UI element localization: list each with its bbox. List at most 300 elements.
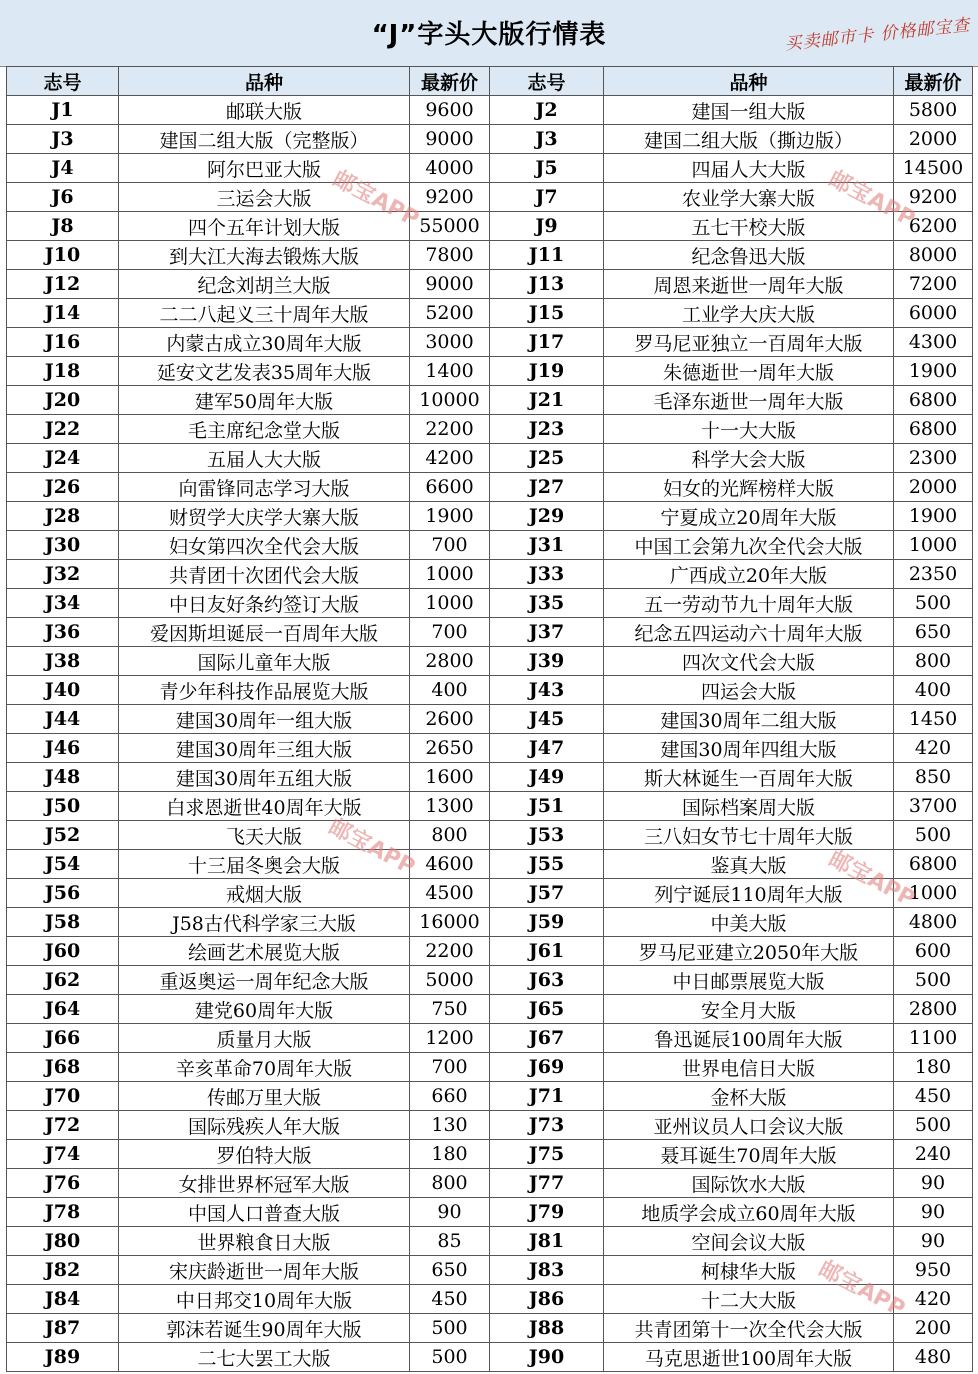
cell-name-right: 农业学大寨大版 [604, 183, 894, 212]
cell-name-left: 二二八起义三十周年大版 [119, 299, 410, 328]
cell-price-right: 3700 [894, 792, 973, 821]
table-row [7, 647, 973, 676]
table-row [7, 1285, 973, 1314]
cell-code-right: J69 [490, 1053, 604, 1082]
cell-name-right: 马克思逝世100周年大版 [604, 1343, 894, 1372]
cell-code-left: J56 [7, 879, 119, 908]
cell-name-right: 亚州议员人口会议大版 [604, 1111, 894, 1140]
cell-name-right: 妇女的光辉榜样大版 [604, 473, 894, 502]
cell-name-left: 国际儿童年大版 [119, 647, 410, 676]
table-row [7, 705, 973, 734]
cell-price-right: 9200 [894, 183, 973, 212]
table-row [7, 386, 973, 415]
cell-name-right: 中日邮票展览大版 [604, 966, 894, 995]
cell-price-left: 800 [410, 1169, 490, 1198]
cell-code-right: J2 [490, 96, 604, 125]
cell-code-left: J80 [7, 1227, 119, 1256]
cell-code-left: J34 [7, 589, 119, 618]
cell-code-right: J11 [490, 241, 604, 270]
cell-name-right: 聂耳诞生70周年大版 [604, 1140, 894, 1169]
cell-code-right: J83 [490, 1256, 604, 1285]
cell-price-right: 650 [894, 618, 973, 647]
table-row [7, 1169, 973, 1198]
watermark-1: 邮宝APP [328, 166, 423, 233]
cell-code-left: J3 [7, 125, 119, 154]
table-row [7, 299, 973, 328]
table-row [7, 763, 973, 792]
cell-code-right: J61 [490, 937, 604, 966]
cell-code-right: J21 [490, 386, 604, 415]
cell-price-left: 5200 [410, 299, 490, 328]
cell-price-left: 85 [410, 1227, 490, 1256]
cell-name-left: 毛主席纪念堂大版 [119, 415, 410, 444]
cell-price-left: 9600 [410, 96, 490, 125]
cell-price-left: 55000 [410, 212, 490, 241]
cell-name-right: 斯大林诞生一百周年大版 [604, 763, 894, 792]
cell-code-right: J15 [490, 299, 604, 328]
cell-name-right: 建国一组大版 [604, 96, 894, 125]
cell-price-left: 700 [410, 1053, 490, 1082]
cell-price-left: 9000 [410, 270, 490, 299]
cell-name-right: 鲁迅诞辰100周年大版 [604, 1024, 894, 1053]
cell-price-left: 1400 [410, 357, 490, 386]
cell-code-left: J46 [7, 734, 119, 763]
header-code-left: 志号 [7, 67, 119, 96]
table-row [7, 995, 973, 1024]
cell-price-right: 240 [894, 1140, 973, 1169]
cell-code-right: J27 [490, 473, 604, 502]
cell-name-right: 金杯大版 [604, 1082, 894, 1111]
cell-code-left: J89 [7, 1343, 119, 1372]
cell-code-right: J19 [490, 357, 604, 386]
table-row [7, 1111, 973, 1140]
cell-code-left: J84 [7, 1285, 119, 1314]
cell-name-left: 财贸学大庆学大寨大版 [119, 502, 410, 531]
cell-name-left: 宋庆龄逝世一周年大版 [119, 1256, 410, 1285]
cell-price-left: 10000 [410, 386, 490, 415]
cell-code-right: J71 [490, 1082, 604, 1111]
cell-name-left: 三运会大版 [119, 183, 410, 212]
table-row [7, 1053, 973, 1082]
cell-name-right: 十一大大版 [604, 415, 894, 444]
cell-name-right: 列宁诞辰110周年大版 [604, 879, 894, 908]
table-row [7, 908, 973, 937]
table-row [7, 1140, 973, 1169]
cell-name-right: 十二大大版 [604, 1285, 894, 1314]
cell-code-left: J20 [7, 386, 119, 415]
table-row [7, 1343, 973, 1372]
table-row [7, 241, 973, 270]
cell-code-left: J66 [7, 1024, 119, 1053]
cell-price-right: 500 [894, 821, 973, 850]
cell-code-right: J31 [490, 531, 604, 560]
cell-name-left: 传邮万里大版 [119, 1082, 410, 1111]
cell-code-left: J4 [7, 154, 119, 183]
cell-price-left: 4200 [410, 444, 490, 473]
cell-price-left: 400 [410, 676, 490, 705]
cell-name-left: 建国二组大版（完整版） [119, 125, 410, 154]
cell-code-left: J14 [7, 299, 119, 328]
cell-name-right: 四届人大大版 [604, 154, 894, 183]
cell-price-left: 3000 [410, 328, 490, 357]
cell-name-right: 中美大版 [604, 908, 894, 937]
cell-price-right: 7200 [894, 270, 973, 299]
cell-name-left: 纪念刘胡兰大版 [119, 270, 410, 299]
cell-code-left: J70 [7, 1082, 119, 1111]
cell-code-left: J12 [7, 270, 119, 299]
cell-name-left: 绘画艺术展览大版 [119, 937, 410, 966]
cell-name-right: 科学大会大版 [604, 444, 894, 473]
cell-price-right: 1000 [894, 879, 973, 908]
cell-code-right: J7 [490, 183, 604, 212]
cell-price-left: 7800 [410, 241, 490, 270]
cell-code-left: J26 [7, 473, 119, 502]
cell-code-right: J67 [490, 1024, 604, 1053]
cell-code-right: J29 [490, 502, 604, 531]
cell-price-right: 800 [894, 647, 973, 676]
table-row [7, 618, 973, 647]
cell-price-left: 1000 [410, 560, 490, 589]
cell-price-left: 500 [410, 1343, 490, 1372]
page-title: “J”字头大版行情表 [371, 20, 607, 50]
cell-price-left: 1900 [410, 502, 490, 531]
cell-code-left: J72 [7, 1111, 119, 1140]
table-row [7, 1082, 973, 1111]
cell-code-left: J64 [7, 995, 119, 1024]
cell-name-right: 国际档案周大版 [604, 792, 894, 821]
table-row [7, 1227, 973, 1256]
cell-name-left: 飞天大版 [119, 821, 410, 850]
cell-price-left: 4500 [410, 879, 490, 908]
cell-name-left: 延安文艺发表35周年大版 [119, 357, 410, 386]
cell-price-right: 1900 [894, 357, 973, 386]
cell-name-right: 建国二组大版（撕边版） [604, 125, 894, 154]
table-row [7, 1256, 973, 1285]
cell-code-right: J63 [490, 966, 604, 995]
cell-price-right: 480 [894, 1343, 973, 1372]
cell-name-right: 世界电信日大版 [604, 1053, 894, 1082]
cell-name-left: 十三届冬奥会大版 [119, 850, 410, 879]
cell-name-left: 建国30周年五组大版 [119, 763, 410, 792]
cell-price-right: 5800 [894, 96, 973, 125]
cell-code-right: J88 [490, 1314, 604, 1343]
cell-code-right: J86 [490, 1285, 604, 1314]
cell-code-left: J32 [7, 560, 119, 589]
cell-code-left: J38 [7, 647, 119, 676]
cell-price-right: 850 [894, 763, 973, 792]
header-price-right: 最新价 [894, 67, 973, 96]
table-row [7, 879, 973, 908]
table-body [7, 96, 973, 1372]
cell-price-left: 2650 [410, 734, 490, 763]
cell-code-right: J73 [490, 1111, 604, 1140]
cell-code-right: J47 [490, 734, 604, 763]
cell-name-left: 罗伯特大版 [119, 1140, 410, 1169]
cell-code-right: J39 [490, 647, 604, 676]
cell-code-left: J87 [7, 1314, 119, 1343]
cell-name-right: 建国30周年四组大版 [604, 734, 894, 763]
cell-name-left: 内蒙古成立30周年大版 [119, 328, 410, 357]
cell-code-left: J50 [7, 792, 119, 821]
cell-code-left: J1 [7, 96, 119, 125]
cell-name-left: 重返奥运一周年纪念大版 [119, 966, 410, 995]
cell-code-right: J49 [490, 763, 604, 792]
cell-price-left: 5000 [410, 966, 490, 995]
cell-code-right: J57 [490, 879, 604, 908]
cell-price-right: 950 [894, 1256, 973, 1285]
table-row [7, 415, 973, 444]
cell-price-right: 6200 [894, 212, 973, 241]
cell-price-left: 700 [410, 531, 490, 560]
cell-price-right: 450 [894, 1082, 973, 1111]
cell-code-right: J77 [490, 1169, 604, 1198]
cell-price-left: 1300 [410, 792, 490, 821]
cell-name-left: 五届人大大版 [119, 444, 410, 473]
cell-code-left: J76 [7, 1169, 119, 1198]
cell-price-right: 1450 [894, 705, 973, 734]
price-table [6, 66, 973, 1372]
cell-name-right: 朱德逝世一周年大版 [604, 357, 894, 386]
cell-price-right: 90 [894, 1198, 973, 1227]
cell-name-left: 郭沫若诞生90周年大版 [119, 1314, 410, 1343]
table-row [7, 154, 973, 183]
cell-price-left: 450 [410, 1285, 490, 1314]
table-row [7, 850, 973, 879]
table-row [7, 589, 973, 618]
cell-code-right: J81 [490, 1227, 604, 1256]
cell-name-left: 爱因斯坦诞辰一百周年大版 [119, 618, 410, 647]
cell-price-right: 4300 [894, 328, 973, 357]
table-row [7, 560, 973, 589]
cell-name-right: 纪念鲁迅大版 [604, 241, 894, 270]
cell-code-left: J44 [7, 705, 119, 734]
cell-price-left: 660 [410, 1082, 490, 1111]
cell-code-left: J30 [7, 531, 119, 560]
cell-code-left: J36 [7, 618, 119, 647]
cell-price-left: 750 [410, 995, 490, 1024]
header-price-left: 最新价 [410, 67, 490, 96]
header-name-left: 品种 [119, 67, 410, 96]
cell-price-left: 1600 [410, 763, 490, 792]
cell-price-right: 1100 [894, 1024, 973, 1053]
cell-name-left: J58古代科学家三大版 [119, 908, 410, 937]
cell-name-right: 四运会大版 [604, 676, 894, 705]
cell-name-right: 空间会议大版 [604, 1227, 894, 1256]
cell-name-left: 中国人口普查大版 [119, 1198, 410, 1227]
table-row [7, 328, 973, 357]
header-name-right: 品种 [604, 67, 894, 96]
cell-name-right: 柯棣华大版 [604, 1256, 894, 1285]
cell-price-left: 9000 [410, 125, 490, 154]
table-row [7, 734, 973, 763]
cell-price-right: 14500 [894, 154, 973, 183]
cell-code-left: J60 [7, 937, 119, 966]
cell-code-left: J6 [7, 183, 119, 212]
cell-code-left: J82 [7, 1256, 119, 1285]
cell-code-right: J25 [490, 444, 604, 473]
cell-price-left: 1000 [410, 589, 490, 618]
cell-price-right: 400 [894, 676, 973, 705]
cell-code-right: J45 [490, 705, 604, 734]
cell-price-left: 4000 [410, 154, 490, 183]
cell-name-left: 二七大罢工大版 [119, 1343, 410, 1372]
watermark-4: 邮宝APP [824, 846, 919, 913]
cell-name-right: 五七干校大版 [604, 212, 894, 241]
cell-price-right: 90 [894, 1169, 973, 1198]
cell-price-left: 800 [410, 821, 490, 850]
table-header-row [7, 67, 973, 96]
table-row [7, 125, 973, 154]
cell-name-right: 三八妇女节七十周年大版 [604, 821, 894, 850]
cell-price-left: 4600 [410, 850, 490, 879]
cell-code-right: J33 [490, 560, 604, 589]
table-row [7, 444, 973, 473]
cell-name-left: 建军50周年大版 [119, 386, 410, 415]
cell-price-right: 2350 [894, 560, 973, 589]
cell-code-right: J5 [490, 154, 604, 183]
cell-code-left: J74 [7, 1140, 119, 1169]
cell-price-right: 180 [894, 1053, 973, 1082]
cell-code-right: J79 [490, 1198, 604, 1227]
cell-price-right: 6800 [894, 415, 973, 444]
header-code-right: 志号 [490, 67, 604, 96]
cell-price-left: 500 [410, 1314, 490, 1343]
cell-code-left: J58 [7, 908, 119, 937]
cell-name-left: 四个五年计划大版 [119, 212, 410, 241]
cell-name-right: 周恩来逝世一周年大版 [604, 270, 894, 299]
cell-price-right: 500 [894, 966, 973, 995]
cell-price-left: 6600 [410, 473, 490, 502]
cell-code-left: J10 [7, 241, 119, 270]
cell-code-left: J8 [7, 212, 119, 241]
table-row [7, 531, 973, 560]
cell-price-left: 2800 [410, 647, 490, 676]
cell-name-right: 四次文代会大版 [604, 647, 894, 676]
table-row [7, 966, 973, 995]
cell-code-left: J40 [7, 676, 119, 705]
cell-name-left: 白求恩逝世40周年大版 [119, 792, 410, 821]
cell-name-right: 毛泽东逝世一周年大版 [604, 386, 894, 415]
cell-name-right: 地质学会成立60周年大版 [604, 1198, 894, 1227]
cell-name-left: 辛亥革命70周年大版 [119, 1053, 410, 1082]
cell-code-right: J90 [490, 1343, 604, 1372]
title-bar [0, 0, 978, 67]
cell-price-left: 90 [410, 1198, 490, 1227]
cell-price-right: 2300 [894, 444, 973, 473]
table-row [7, 473, 973, 502]
cell-code-right: J13 [490, 270, 604, 299]
cell-price-left: 2200 [410, 415, 490, 444]
cell-name-right: 建国30周年二组大版 [604, 705, 894, 734]
cell-name-left: 中日邦交10周年大版 [119, 1285, 410, 1314]
cell-price-left: 130 [410, 1111, 490, 1140]
cell-name-left: 质量月大版 [119, 1024, 410, 1053]
cell-name-left: 中日友好条约签订大版 [119, 589, 410, 618]
table-row [7, 937, 973, 966]
table-row [7, 96, 973, 125]
cell-price-right: 200 [894, 1314, 973, 1343]
cell-price-left: 180 [410, 1140, 490, 1169]
cell-name-left: 妇女第四次全代会大版 [119, 531, 410, 560]
cell-price-right: 2000 [894, 473, 973, 502]
watermark-5: 邮宝APP [814, 1256, 909, 1323]
cell-name-left: 国际残疾人年大版 [119, 1111, 410, 1140]
cell-code-left: J68 [7, 1053, 119, 1082]
cell-name-right: 鉴真大版 [604, 850, 894, 879]
cell-name-left: 共青团十次团代会大版 [119, 560, 410, 589]
cell-price-left: 1200 [410, 1024, 490, 1053]
cell-code-right: J59 [490, 908, 604, 937]
cell-name-left: 建国30周年三组大版 [119, 734, 410, 763]
cell-code-left: J18 [7, 357, 119, 386]
cell-code-left: J28 [7, 502, 119, 531]
cell-code-left: J52 [7, 821, 119, 850]
cell-name-left: 建党60周年大版 [119, 995, 410, 1024]
cell-code-left: J24 [7, 444, 119, 473]
cell-code-right: J43 [490, 676, 604, 705]
cell-code-right: J37 [490, 618, 604, 647]
cell-name-right: 宁夏成立20周年大版 [604, 502, 894, 531]
cell-name-right: 共青团第十一次全代会大版 [604, 1314, 894, 1343]
corner-note: 买卖邮市卡 价格邮宝查 [783, 15, 971, 55]
cell-name-right: 工业学大庆大版 [604, 299, 894, 328]
cell-code-right: J3 [490, 125, 604, 154]
table-row [7, 270, 973, 299]
cell-name-right: 广西成立20年大版 [604, 560, 894, 589]
cell-price-right: 2800 [894, 995, 973, 1024]
table-row [7, 1024, 973, 1053]
cell-name-left: 戒烟大版 [119, 879, 410, 908]
cell-name-left: 女排世界杯冠军大版 [119, 1169, 410, 1198]
cell-code-left: J78 [7, 1198, 119, 1227]
table-row [7, 183, 973, 212]
cell-price-left: 650 [410, 1256, 490, 1285]
cell-name-left: 青少年科技作品展览大版 [119, 676, 410, 705]
cell-code-right: J53 [490, 821, 604, 850]
table-row [7, 1198, 973, 1227]
cell-code-right: J23 [490, 415, 604, 444]
cell-name-left: 阿尔巴亚大版 [119, 154, 410, 183]
cell-price-right: 500 [894, 1111, 973, 1140]
cell-code-right: J75 [490, 1140, 604, 1169]
cell-code-right: J9 [490, 212, 604, 241]
cell-name-right: 国际饮水大版 [604, 1169, 894, 1198]
table-row [7, 821, 973, 850]
table-row [7, 1314, 973, 1343]
cell-price-right: 420 [894, 734, 973, 763]
cell-name-right: 罗马尼亚独立一百周年大版 [604, 328, 894, 357]
cell-code-left: J54 [7, 850, 119, 879]
cell-code-right: J55 [490, 850, 604, 879]
cell-price-left: 2600 [410, 705, 490, 734]
cell-price-right: 8000 [894, 241, 973, 270]
cell-name-left: 建国30周年一组大版 [119, 705, 410, 734]
cell-price-left: 700 [410, 618, 490, 647]
cell-price-right: 6800 [894, 850, 973, 879]
cell-price-right: 4800 [894, 908, 973, 937]
cell-name-right: 安全月大版 [604, 995, 894, 1024]
table-row [7, 212, 973, 241]
cell-name-left: 邮联大版 [119, 96, 410, 125]
cell-name-right: 中国工会第九次全代会大版 [604, 531, 894, 560]
cell-code-right: J51 [490, 792, 604, 821]
cell-price-right: 600 [894, 937, 973, 966]
cell-price-right: 6000 [894, 299, 973, 328]
cell-price-left: 2200 [410, 937, 490, 966]
cell-price-right: 420 [894, 1285, 973, 1314]
cell-code-right: J17 [490, 328, 604, 357]
table-row [7, 792, 973, 821]
